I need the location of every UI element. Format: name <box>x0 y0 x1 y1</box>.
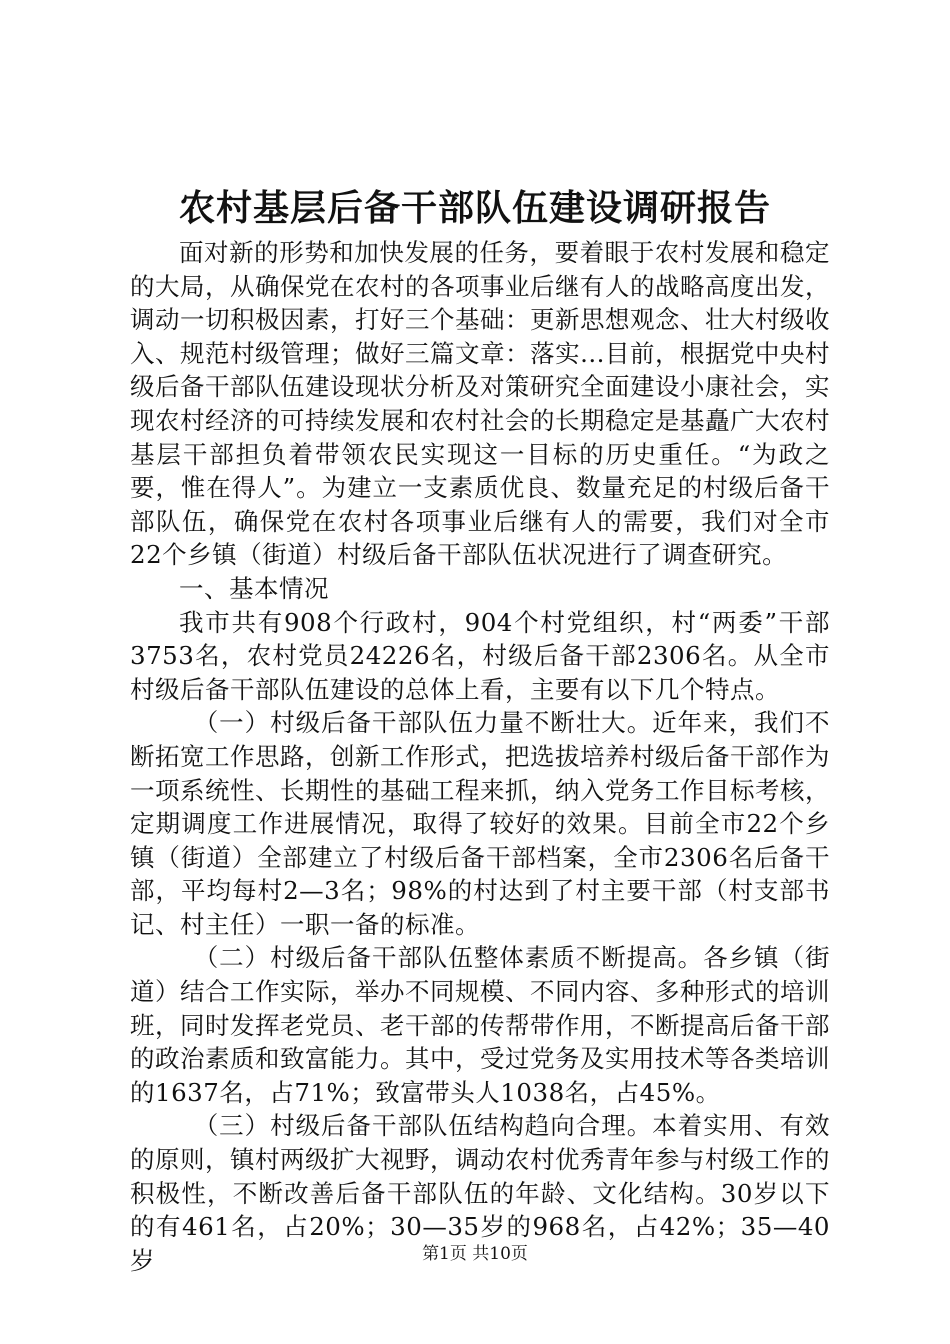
paragraph-point-2: （二）村级后备干部队伍整体素质不断提高。各乡镇（街道）结合工作实际，举办不同规模、不同内容、多种形式的培训班，同时发挥老党员、老干部的传帮带作用，不断提高后备干部的政治素质和致富能力。其中，受过党务及实用技术等各类培训的1637名，占71%；致富带头人1038名，占45%。 <box>130 943 830 1107</box>
paragraph-point-3: （三）村级后备干部队伍结构趋向合理。本着实用、有效的原则，镇村两级扩大视野，调动农村优秀青年参与村级工作的积极性，不断改善后备干部队伍的年龄、文化结构。30岁以下的有461名，占20%；30—35岁的968名，占42%；35—40岁 <box>130 1111 830 1275</box>
document-body <box>130 236 830 1277</box>
page-footer: 第1页 共10页 <box>422 1244 528 1264</box>
document-title: 农村基层后备干部队伍建设调研报告 <box>178 187 771 229</box>
paragraph-intro: 面对新的形势和加快发展的任务，要着眼于农村发展和稳定的大局，从确保党在农村的各项事业后继有人的战略高度出发，调动一切积极因素，打好三个基础：更新思想观念、壮大村级收入、规范村级管理；做好三篇文章：落实...目前，根据党中央村级后备干部队伍建设现状分析及对策研究全面建设小康社会，实现农村经济的可持续发展和农村社会的长期稳定是基矗广大农村基层干部担负着带领农民实现这一目标的历史重任。“为政之要，惟在得人”。为建立一支素质优良、数量充足的村级后备干部队伍，确保党在农村各项事业后继有人的需要，我们对全市22个乡镇（街道）村级后备干部队伍状况进行了调查研究。 <box>130 238 830 570</box>
paragraph-statistics: 我市共有908个行政村，904个村党组织，村“两委”干部3753名，农村党员24226名，村级后备干部2306名。从全市村级后备干部队伍建设的总体上看，主要有以下几个特点。 <box>130 607 830 704</box>
paragraph-point-1: （一）村级后备干部队伍力量不断壮大。近年来，我们不断拓宽工作思路，创新工作形式，把选拔培养村级后备干部作为一项系统性、长期性的基础工程来抓，纳入党务工作目标考核，定期调度工作进展情况，取得了较好的效果。目前全市22个乡镇（街道）全部建立了村级后备干部档案，全市2306名后备干部，平均每村2—3名；98%的村达到了村主要干部（村支部书记、村主任）一职一备的标准。 <box>130 708 830 939</box>
section-heading-basic-situation: 一、基本情况 <box>179 573 329 603</box>
